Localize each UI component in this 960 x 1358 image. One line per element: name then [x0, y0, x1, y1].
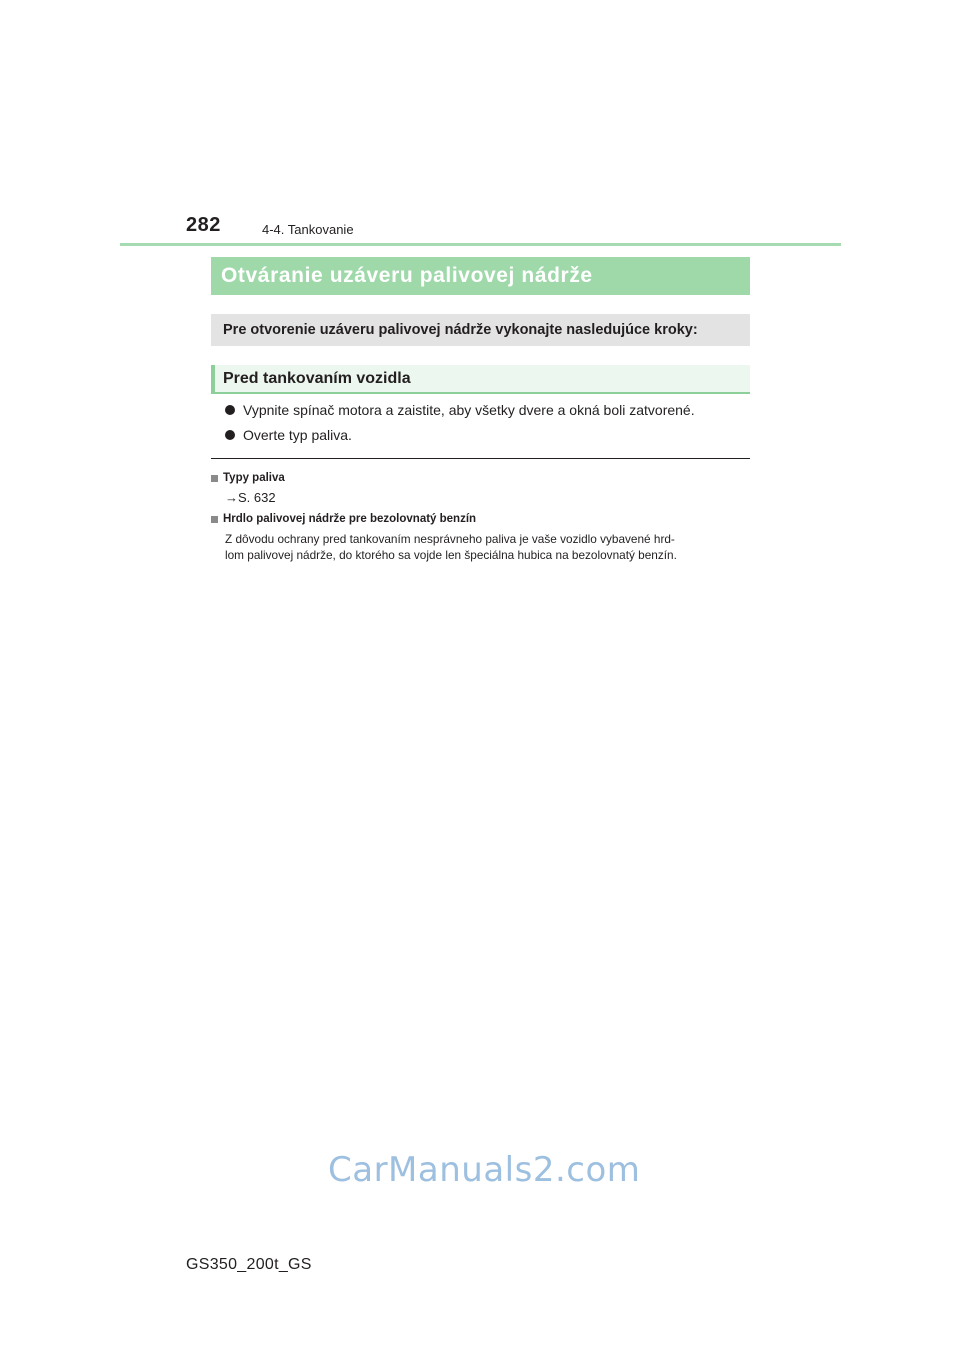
bullet-item [225, 402, 695, 418]
intro-text: Pre otvorenie uzáveru palivovej nádrže vykonajte nasledujúce kroky: [223, 322, 698, 338]
header-rule [120, 243, 841, 246]
info-title-fuel-types [211, 472, 285, 484]
model-code: GS350_200t_GS [186, 1256, 312, 1273]
paragraph-line: Z dôvodu ochrany pred tankovaním nesprávneho paliva je vaše vozidlo vybavené hrd- [225, 532, 675, 546]
info-title-filler-neck [211, 513, 476, 525]
bullet-text: Vypnite spínač motora a zaistite, aby všetky dvere a okná boli zatvorené. [243, 402, 695, 418]
info-title-text: Typy paliva [223, 472, 285, 484]
main-heading-text: Otváranie uzáveru palivovej nádrže [221, 264, 593, 287]
intro-box [211, 314, 750, 346]
info-title-text: Hrdlo palivovej nádrže pre bezolovnatý benzín [223, 513, 477, 525]
square-bullet-icon [211, 475, 218, 482]
bullet-text: Overte typ paliva. [243, 427, 352, 443]
sub-heading [211, 365, 750, 394]
sub-heading-text: Pred tankovaním vozidla [223, 369, 411, 387]
section-divider [211, 458, 750, 459]
info-paragraph [225, 531, 750, 563]
bullet-dot-icon [225, 405, 235, 415]
square-bullet-icon [211, 516, 218, 523]
page-number: 282 [186, 214, 221, 236]
bullet-item [225, 427, 352, 443]
main-heading [211, 257, 750, 295]
bullet-dot-icon [225, 430, 235, 440]
watermark: CarManuals2.com [328, 1150, 641, 1190]
section-label: 4-4. Tankovanie [262, 222, 354, 237]
page-reference-link[interactable]: →S. 632 [225, 490, 276, 505]
paragraph-line: lom palivovej nádrže, do ktorého sa vojde len špeciálna hubica na bezolovnatý benzín. [225, 548, 677, 562]
